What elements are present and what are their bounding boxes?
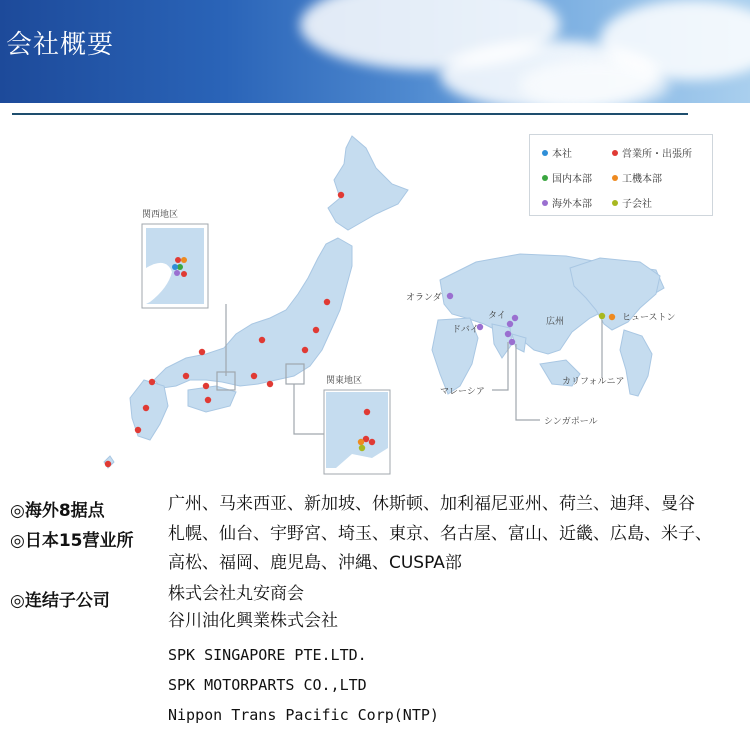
office-dot-fukuoka	[149, 379, 155, 385]
legend-dot-overseas-hq	[542, 200, 548, 206]
legend-label: 海外本部	[552, 199, 592, 210]
office-dot-toyama	[259, 337, 265, 343]
office-dot-yonago	[199, 349, 205, 355]
legend-dot-domestic-hq	[542, 175, 548, 181]
subsidiaries-label: ◎连结子公司	[10, 591, 110, 611]
kanto-inset-dot	[364, 409, 370, 415]
subsidiary-item: SPK MOTORPARTS CO.,LTD	[168, 676, 367, 694]
office-dot-okinawa	[105, 461, 111, 467]
hokkaido-shape	[328, 136, 408, 230]
kansai-inset-dot-purple	[174, 270, 180, 276]
legend-dot-head-office	[542, 150, 548, 156]
label-guangzhou: 広州	[546, 317, 565, 327]
legend-item	[612, 145, 692, 160]
office-dot-shikoku	[205, 397, 211, 403]
domestic-offices-line-1: 札幌、仙台、宇野宮、埼玉、東京、名古屋、富山、近畿、広島、米子、	[168, 524, 712, 544]
legend-item	[542, 145, 572, 160]
label-singapore: シンガポール	[544, 417, 598, 427]
cloud-decoration	[520, 60, 670, 103]
legend-label: 子会社	[622, 199, 652, 210]
subsidiary-item: SPK SINGAPORE PTE.LTD.	[168, 646, 367, 664]
overseas-bases-label: ◎海外8据点	[10, 501, 105, 521]
page-title: 会社概要	[6, 30, 115, 60]
legend-dot-subsidiary	[612, 200, 618, 206]
legend-label: 営業所・出張所	[622, 149, 692, 160]
legend-label: 工機本部	[622, 174, 662, 185]
office-dot-kagoshima	[135, 427, 141, 433]
domestic-offices-line-2: 高松、福岡、鹿児島、沖縄、CUSPA部	[168, 553, 462, 573]
kansai-inset-dot-orange	[181, 257, 187, 263]
domestic-offices-label: ◎日本15营业所	[10, 531, 134, 551]
location-map-figure	[0, 118, 750, 480]
label-thailand: タイ	[488, 311, 506, 321]
overseas-dot-california	[599, 313, 605, 319]
legend-item	[542, 195, 592, 210]
south-america-shape	[620, 330, 652, 396]
overseas-dot-singapore	[509, 339, 515, 345]
office-dot-kyushu	[143, 405, 149, 411]
office-dot-utsunomiya	[313, 327, 319, 333]
office-dot-takamatsu	[203, 383, 209, 389]
kanto-inset-dot	[369, 439, 375, 445]
office-dot-nagoya	[267, 381, 273, 387]
kanto-inset-dot-orange	[358, 439, 364, 445]
overseas-dot-houston	[609, 314, 615, 320]
kansai-inset-dot-blue	[172, 264, 178, 270]
legend-item	[542, 170, 592, 185]
label-netherlands: オランダ	[406, 293, 442, 303]
header-divider	[12, 113, 688, 115]
office-dot-tokyo-area	[302, 347, 308, 353]
legend-label: 国内本部	[552, 174, 592, 185]
label-california: カリフォルニア	[562, 377, 625, 387]
legend-dot-sales-office	[612, 150, 618, 156]
legend-label: 本社	[552, 149, 572, 160]
office-dot-kinki	[251, 373, 257, 379]
overseas-dot-malaysia	[505, 331, 511, 337]
header-banner	[0, 0, 750, 103]
legend-item	[612, 195, 652, 210]
office-dot-hiroshima	[183, 373, 189, 379]
legend-item	[612, 170, 662, 185]
label-malaysia: マレーシア	[440, 387, 485, 397]
kanto-inset-dot-olive	[359, 445, 365, 451]
label-dubai: ドバイ	[452, 325, 479, 335]
office-dot-sendai	[324, 299, 330, 305]
kansai-inset-dot	[175, 257, 181, 263]
legend-dot-machinery-hq	[612, 175, 618, 181]
subsidiary-item: 株式会社丸安商会	[168, 584, 304, 604]
label-houston: ヒューストン	[622, 313, 676, 323]
kanto-inset-connector	[294, 384, 324, 434]
kanto-region-label: 関東地区	[326, 376, 363, 386]
singapore-connector	[516, 344, 540, 420]
overseas-dot-netherlands	[447, 293, 453, 299]
kansai-region-label: 関西地区	[142, 210, 179, 220]
subsidiary-item: Nippon Trans Pacific Corp(NTP)	[168, 706, 439, 724]
subsidiary-item: 谷川油化興業株式会社	[168, 611, 338, 631]
map-legend	[529, 134, 713, 216]
overseas-dot-guangzhou	[512, 315, 518, 321]
kansai-inset-dot	[181, 271, 187, 277]
overseas-bases-value: 广州、马来西亚、新加坡、休斯顿、加利福尼亚州、荷兰、迪拜、曼谷	[168, 494, 695, 514]
overseas-dot-thailand	[507, 321, 513, 327]
office-dot-sapporo	[338, 192, 344, 198]
